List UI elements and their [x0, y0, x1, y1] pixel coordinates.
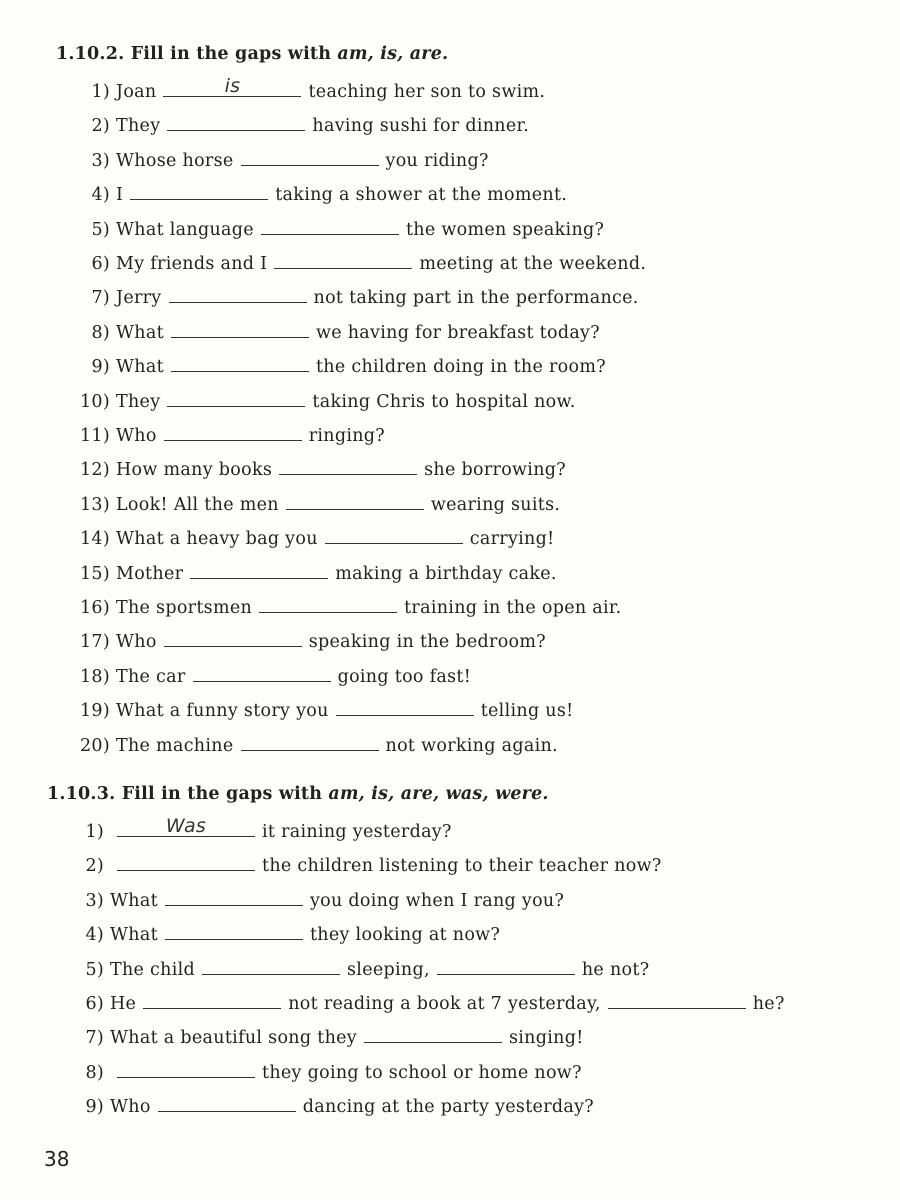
answer-blank[interactable] — [171, 317, 309, 338]
item-text-after-2: he? — [752, 994, 785, 1014]
item-text-after: they going to school or home now? — [262, 1062, 582, 1083]
answer-blank[interactable] — [336, 695, 474, 716]
answer-blank[interactable] — [164, 626, 302, 647]
item-text-after: taking a shower at the moment. — [275, 185, 568, 206]
item-text-after: you doing when I rang you? — [309, 890, 565, 911]
item-text-before: The sportsmen — [116, 598, 253, 618]
item-text-after: singing! — [508, 1028, 584, 1049]
answer-blank[interactable] — [190, 558, 328, 579]
exercise-item — [66, 145, 489, 171]
answer-blank[interactable] — [117, 1057, 255, 1078]
item-text-after: dancing at the party yesterday? — [302, 1097, 594, 1118]
exercise-item — [66, 592, 622, 618]
item-text-before: What — [110, 925, 158, 946]
answer-blank-2[interactable] — [608, 988, 746, 1009]
item-text-after: telling us! — [480, 701, 574, 722]
exercise-item — [66, 317, 600, 343]
answer-blank[interactable] — [130, 179, 268, 200]
item-number: 15) — [80, 563, 110, 584]
item-number: 10) — [80, 391, 110, 412]
answer-blank[interactable] — [165, 885, 303, 906]
item-number: 20) — [80, 735, 110, 756]
exercise-item — [66, 558, 557, 584]
exercise-1-instruction: Fill in the gaps with — [130, 44, 332, 64]
exercise-item — [66, 1022, 584, 1048]
exercise-item — [66, 110, 529, 136]
answer-blank[interactable] — [167, 110, 305, 131]
item-text-after: the children listening to their teacher now? — [262, 856, 662, 877]
answer-blank-2[interactable] — [437, 954, 575, 975]
answer-blank[interactable] — [241, 730, 379, 751]
item-text-before: Mother — [116, 563, 184, 584]
item-text-after: not taking part in the performance. — [313, 288, 639, 309]
item-text-before: He — [110, 994, 137, 1014]
item-number: 8) — [85, 1062, 104, 1083]
exercise-item — [66, 816, 452, 842]
item-text-before: I — [116, 185, 124, 206]
exercise-item — [66, 695, 574, 721]
answer-blank[interactable] — [117, 850, 255, 871]
answer-blank[interactable] — [164, 420, 302, 441]
item-number: 7) — [85, 1028, 104, 1049]
item-text-before: Whose horse — [116, 150, 234, 171]
item-number: 7) — [91, 288, 110, 309]
exercise-item — [66, 489, 560, 515]
handwritten-answer: Was — [165, 815, 207, 837]
handwritten-answer: is — [224, 75, 241, 97]
item-text-after: we having for breakfast today? — [315, 322, 600, 343]
item-number: 4) — [91, 185, 110, 206]
item-text-before: What a heavy bag you — [116, 529, 318, 550]
exercise-item — [66, 661, 471, 687]
answer-blank[interactable] — [158, 1091, 296, 1112]
answer-blank[interactable] — [274, 248, 412, 269]
item-text-before: Look! All the men — [116, 494, 279, 515]
item-number: 13) — [80, 494, 110, 515]
exercise-item — [66, 282, 639, 308]
item-text-before: What — [116, 322, 164, 343]
answer-blank[interactable] — [193, 661, 331, 682]
item-text-after: you riding? — [385, 150, 489, 171]
item-text-after: speaking in the bedroom? — [308, 632, 546, 653]
item-text-before: What a funny story you — [116, 701, 329, 722]
exercise-2-keywords: am, is, are, was, were. — [328, 784, 549, 804]
item-number: 3) — [85, 890, 104, 911]
answer-blank[interactable] — [261, 214, 399, 235]
item-text-before: Who — [116, 426, 157, 446]
item-text-before: What language — [116, 219, 254, 240]
answer-blank[interactable] — [171, 351, 309, 372]
exercise-2-heading — [47, 784, 549, 804]
item-number: 9) — [85, 1097, 104, 1118]
exercise-item — [66, 248, 646, 274]
exercise-item — [66, 351, 606, 377]
item-text-before: The child — [110, 959, 196, 980]
exercise-item — [66, 214, 604, 240]
item-text-after: sleeping, — [347, 959, 430, 980]
answer-blank[interactable] — [167, 386, 305, 407]
exercise-item — [66, 919, 500, 945]
item-text-after: not reading a book at 7 yesterday, — [288, 994, 601, 1014]
item-text-after-2: he not? — [581, 959, 650, 980]
answer-blank[interactable] — [279, 454, 417, 475]
item-text-before: They — [116, 116, 161, 137]
item-text-before: How many books — [116, 460, 273, 481]
answer-blank[interactable] — [163, 76, 301, 97]
exercise-item — [66, 523, 554, 549]
exercise-1-keywords: am, is, are. — [337, 44, 449, 64]
item-text-before: They — [116, 391, 161, 412]
item-number: 19) — [80, 701, 110, 722]
item-text-before: What — [116, 357, 164, 378]
item-number: 3) — [91, 150, 110, 171]
item-text-after: teaching her son to swim. — [308, 82, 546, 102]
exercise-item — [66, 850, 662, 876]
item-number: 2) — [85, 856, 104, 877]
item-text-after: it raining yesterday? — [262, 822, 452, 842]
item-number: 5) — [91, 219, 110, 240]
answer-blank[interactable] — [117, 816, 255, 837]
item-number: 6) — [91, 254, 110, 274]
answer-blank[interactable] — [286, 489, 424, 510]
exercise-item — [66, 1057, 582, 1083]
item-number: 5) — [85, 959, 104, 980]
item-text-after: making a birthday cake. — [335, 563, 557, 584]
page-number: 38 — [44, 1147, 70, 1171]
item-text-after: the children doing in the room? — [315, 357, 606, 378]
item-text-after: carrying! — [469, 529, 555, 550]
exercise-item — [66, 730, 558, 756]
item-number: 16) — [80, 598, 110, 618]
item-text-after: she borrowing? — [424, 460, 566, 481]
item-number: 12) — [80, 460, 110, 481]
item-text-after: the women speaking? — [405, 219, 605, 240]
exercise-item — [66, 179, 567, 205]
item-text-after: ringing? — [308, 426, 385, 446]
item-text-before: Who — [110, 1097, 151, 1118]
answer-blank[interactable] — [325, 523, 463, 544]
item-text-before: The car — [116, 666, 186, 687]
item-text-before: My friends and I — [116, 254, 268, 274]
exercise-item — [66, 988, 785, 1014]
item-text-after: going too fast! — [337, 666, 472, 687]
answer-blank[interactable] — [202, 954, 340, 975]
exercise-item — [66, 626, 546, 652]
item-text-before: The machine — [116, 735, 234, 756]
exercise-2-instruction: Fill in the gaps with — [121, 784, 323, 804]
exercise-item — [66, 954, 649, 980]
item-text-before: Who — [116, 632, 157, 653]
item-number: 11) — [80, 426, 110, 446]
item-number: 1) — [91, 82, 110, 102]
answer-blank[interactable] — [169, 282, 307, 303]
item-number: 6) — [85, 994, 104, 1014]
answer-blank[interactable] — [259, 592, 397, 613]
exercise-item — [66, 76, 545, 102]
item-text-after: meeting at the weekend. — [419, 254, 647, 274]
item-number: 1) — [85, 822, 104, 842]
item-text-after: they looking at now? — [309, 925, 501, 946]
item-text-after: training in the open air. — [404, 598, 622, 618]
exercise-item — [66, 885, 564, 911]
item-text-after: taking Chris to hospital now. — [312, 391, 576, 412]
exercise-item — [66, 454, 566, 480]
item-number: 2) — [91, 116, 110, 137]
answer-blank[interactable] — [241, 145, 379, 166]
exercise-1-heading — [56, 44, 448, 64]
item-text-after: having sushi for dinner. — [312, 116, 530, 137]
item-number: 9) — [91, 357, 110, 378]
item-text-before: What a beautiful song they — [110, 1028, 357, 1049]
exercise-2-number: 1.10.3. — [47, 784, 116, 804]
item-text-after: not working again. — [385, 735, 558, 756]
item-number: 4) — [85, 925, 104, 946]
answer-blank[interactable] — [143, 988, 281, 1009]
item-text-before: Joan — [116, 82, 157, 102]
exercise-item — [66, 386, 576, 412]
item-number: 8) — [91, 322, 110, 343]
item-text-after: wearing suits. — [430, 494, 561, 515]
item-text-before: Jerry — [116, 288, 162, 309]
exercise-1-number: 1.10.2. — [56, 44, 125, 64]
exercise-item — [66, 1091, 594, 1117]
item-number: 17) — [80, 632, 110, 653]
exercise-item — [66, 420, 385, 446]
answer-blank[interactable] — [364, 1022, 502, 1043]
answer-blank[interactable] — [165, 919, 303, 940]
item-number: 14) — [80, 529, 110, 550]
item-number: 18) — [80, 666, 110, 687]
item-text-before: What — [110, 890, 158, 911]
